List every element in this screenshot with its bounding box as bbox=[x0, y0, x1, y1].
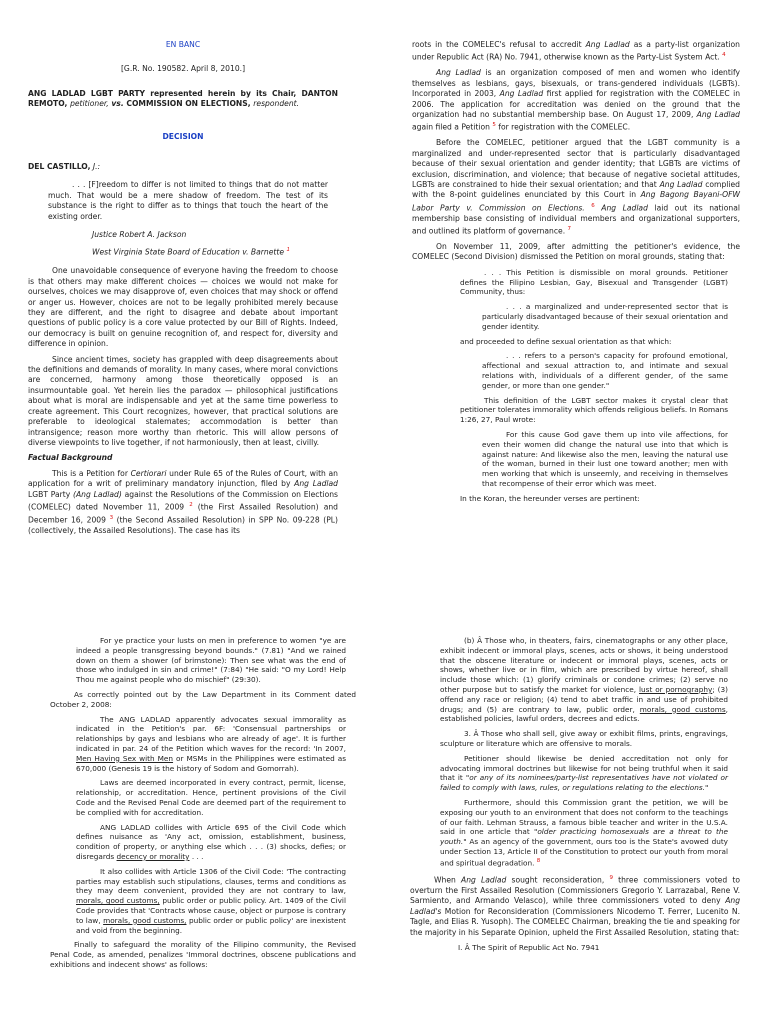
block-quote: For ye practice your lusts on men in preference to women "ye are indeed a people transgressing beyond bounds." (7.81) "And we rained down on them a shower (of brimstone): Then see what was the end of those who indulged in sin and crime!" (7:84) "He said: "O my Lord! Help Thou me against people who do mischief" (29:30). bbox=[76, 636, 346, 685]
decision-heading: DECISION bbox=[162, 131, 204, 141]
block-quote: . . . refers to a person's capacity for profound emotional, affectional and sexual attraction to, and intimate and sexual relations with, individuals of a different gender, of the same gender, or more than one gender." bbox=[482, 351, 728, 390]
block-quote: and proceeded to define sexual orientation as that which: bbox=[460, 336, 672, 346]
case-title: ANG LADLAD LGBT PARTY represented herein by its Chair, DANTON REMOTO, petitioner, vs. COMMISSION ON ELECTIONS, respondent. bbox=[28, 88, 338, 109]
block-quote: ANG LADLAD collides with Article 695 of the Civil Code which defines nuisance as 'Any act, omission, establishment, business, condition of property, or anything else which . . . (3) shocks, defies; or disregards decency or morality . . . bbox=[76, 822, 346, 861]
footnote-1[interactable]: 1 bbox=[286, 247, 290, 254]
section-heading-factual-background: Factual Background bbox=[28, 453, 113, 463]
block-quote: I. Â The Spirit of Republic Act No. 7941 bbox=[458, 942, 600, 952]
page1-right-column bbox=[412, 40, 740, 509]
paragraph: As correctly pointed out by the Law Department in its Comment dated October 2, 2008: bbox=[50, 689, 356, 709]
paragraph: Before the COMELEC, petitioner argued that the LGBT community is a marginalized and under-represented sector that is particularly disadvantaged because of their sexual orientation and gender identity; that LGBTs are victims of exclusion, discrimination, and violence; that because of negative societal attitudes, LGBTs are constrained to hide their sexual orientation; and that Ang Ladlad complied with the 8-point guidelines enunciated by this Court in Ang Bagong Bayani-OFW Labor Party v. Commission on Elections. $^6$ Ang Ladlad laid out its national membership base consisting of individual members and organizational supporters, and outlined its platform of governance. $^7$ bbox=[412, 138, 740, 236]
case-number: [G.R. No. 190582. April 8, 2010.] bbox=[120, 64, 246, 74]
paragraph: When Ang Ladlad sought reconsideration, $^9$ three commissioners voted to overturn the First Assailed Resolution (Commissioners Gregorio Y. Larrazabal, Rene V. Sarmiento, and Armando Velasco), while three commissioners voted to deny Ang Ladlad's Motion for Reconsideration (Commissioners Nicodemo T. Ferrer, Lucenito N. Tagle, and Elias R. Yusoph). The COMELEC Chairman, breaking the tie and speaking for the majority in his Separate Opinion, upheld the First Assailed Resolution, stating that: bbox=[410, 874, 741, 937]
footnote-9[interactable]: 9 bbox=[609, 874, 613, 881]
block-quote: For this cause God gave them up into vile affections, for even their women did change the natural use into that which is against nature: And likewise also the men, leaving the natural use of the woman, burned in their lust one toward another; men with men working that which is unseemly, and receiving in themselves that recompense of their error which was meet. bbox=[482, 430, 728, 488]
footnote-2[interactable]: 2 bbox=[189, 501, 193, 508]
footnote-8[interactable]: 8 bbox=[536, 857, 541, 864]
block-quote: Laws are deemed incorporated in every contract, permit, license, relationship, or accreditation. Hence, pertinent provisions of the Civil Code and the Revised Penal Code are deemed part of the requirement to be complied with for accreditation. bbox=[76, 778, 346, 817]
epigraph-case: West Virginia State Board of Education v. Barnette $^1$ bbox=[92, 247, 290, 257]
page2-right-column bbox=[410, 636, 740, 958]
block-quote: (b) Â Those who, in theaters, fairs, cinematographs or any other place, exhibit indecent or immoral plays, scenes, acts or shows, it being understood that the obscene literature or indecent or immoral plays, scenes, acts or shows, whether live or in film, which are prescribed by virtue hereof, shall include those which: (1) glorify criminals or condone crimes; (2) serve no other purpose but to satisfy the market for violence, lust or pornography; (3) offend any race or religion; (4) tend to abet traffic in and use of prohibited drugs; and (5) are contrary to law, public order, morals, good customs, established policies, lawful orders, decrees and edicts. bbox=[440, 636, 729, 724]
paragraph: Ang Ladlad is an organization composed of men and women who identify themselves as lesbians, gays, bisexuals, or trans-gendered individuals (LGBTs). Incorporated in 2003, Ang Ladlad first applied for registration with the COMELEC in 2006. The application for accreditation was denied on the ground that the organization had no substantial membership base. On August 17, 2009, Ang Ladlad again filed a Petition $^5$ for registration with the COMELEC. bbox=[412, 68, 741, 132]
block-quote: It also collides with Article 1306 of the Civil Code: 'The contracting parties may establish such stipulations, clauses, terms and conditions as they may deem convenient, provided they are not contrary to law, morals, good customs, public order or public policy. Art. 1409 of the Civil Code provides that 'Contracts whose cause, object or purpose is contrary to law, morals, good customs, public order or public policy' are inexistent and void from the beginning. bbox=[76, 866, 347, 935]
footnote-7[interactable]: 7 bbox=[567, 226, 572, 233]
paragraph: This is a Petition for Certiorari under Rule 65 of the Rules of Court, with an application for a writ of preliminary mandatory injunction, filed by Ang Ladlad LGBT Party (Ang Ladlad) against the Resolutions of the Commission on Elections (COMELEC) dated November 11, 2009 $^2$ (the First Assailed Resolution) and December 16, 2009 $^3$ (the Second Assailed Resolution) in SPP No. 09-228 (PL) (collectively, the Assailed Resolutions). The case has its bbox=[28, 468, 338, 535]
page2-left-column bbox=[50, 636, 356, 975]
footnote-4[interactable]: 4 bbox=[722, 52, 726, 59]
block-quote: Petitioner should likewise be denied accreditation not only for advocating immoral doctrines but likewise for not being truthful when it said that it "or any of its nominees/party-list representatives have not violated or failed to comply with laws, rules, or regulations relating to the elections." bbox=[440, 753, 729, 793]
court-label: EN BANC bbox=[165, 40, 201, 49]
block-quote: The ANG LADLAD apparently advocates sexual immorality as indicated in the Petition's par. 6F: 'Consensual partnerships or relationships by gays and lesbians who are already of age'. It is further indicated in par. 24 of the Petition which waves for the record: 'In 2007, Men Having Sex with Men or MSMs in the Philippines were estimated as 670,000 (Genesis 19 is the history of Sodom and Gomorrah). bbox=[76, 714, 347, 773]
footnote-5[interactable]: 5 bbox=[492, 122, 496, 129]
block-quote: In the Koran, the hereunder verses are pertinent: bbox=[460, 493, 640, 503]
paragraph: One unavoidable consequence of everyone having the freedom to choose is that others may make different choices — choices we would not make for ourselves, choices we may disapprove of, even choices that may shock or offend or anger us. However, choices are not to be legally prohibited merely because they are different, and the right to disagree and debate about important questions of public policy is a core value protected by our Bill of Rights. Indeed, our democracy is built on genuine recognition of, and respect for, diversity and difference in opinion. bbox=[28, 266, 338, 349]
block-quote: This definition of the LGBT sector makes it crystal clear that petitioner tolerates immorality which offends religious beliefs. In Romans 1:26, 27, Paul wrote: bbox=[460, 395, 728, 425]
block-quote: 3. Â Those who shall sell, give away or exhibit films, prints, engravings, sculpture or literature which are offensive to morals. bbox=[440, 729, 728, 748]
epigraph: . . . [F]reedom to differ is not limited to things that do not matter much. That would be a mere shadow of freedom. The test of its substance is the right to differ as to things that touch the heart of the existing order. bbox=[48, 180, 328, 221]
paragraph: On November 11, 2009, after admitting the petitioner's evidence, the COMELEC (Second Division) dismissed the Petition on moral grounds, stating that: bbox=[412, 242, 740, 262]
footnote-3[interactable]: 3 bbox=[109, 514, 114, 521]
block-quote: . . . a marginalized and under-represented sector that is particularly disadvantaged because of their sexual orientation and gender identity. bbox=[482, 302, 728, 331]
page1-left-column bbox=[28, 40, 338, 541]
block-quote: Furthermore, should this Commission grant the petition, we will be exposing our youth to an environment that does not conform to the teachings of our faith. Lehman Strauss, a famous bible teacher and writer in the U.S.A. said in one article that "older practicing homosexuals are a threat to the youth." As an agency of the government, ours too is the State's avowed duty under Section 13, Article II of the Constitution to protect our youth from moral and spiritual degradation. $^8$ bbox=[440, 797, 729, 868]
paragraph: Since ancient times, society has grappled with deep disagreements about the definitions and demands of morality. In many cases, where moral convictions are concerned, harmony among those theoretically opposed is an insurmountable goal. Yet herein lies the paradox — philosophical justifications about what is moral are indispensable and yet at the same time powerless to create agreement. This Court recognizes, however, that practical solutions are preferable to ideological stalemates; accommodation is better than intransigence; reason more worthy than rhetoric. This will allow persons of diverse viewpoints to live together, if not harmoniously, then at least, civilly. bbox=[28, 354, 338, 447]
paragraph: roots in the COMELEC's refusal to accredit Ang Ladlad as a party-list organization under Republic Act (RA) No. 7941, otherwise known as the Party-List System Act. $^4$ bbox=[412, 40, 740, 62]
document-page-2 bbox=[0, 632, 768, 1024]
epigraph-author: Justice Robert A. Jackson bbox=[92, 230, 187, 240]
footnote-6[interactable]: 6 bbox=[591, 202, 595, 209]
paragraph: Finally to safeguard the morality of the Filipino community, the Revised Penal Code, as amended, penalizes 'Immoral doctrines, obscene publications and exhibitions and indecent shows' as follows: bbox=[50, 940, 356, 969]
block-quote: . . . This Petition is dismissible on moral grounds. Petitioner defines the Filipino Lesbian, Gay, Bisexual and Transgender (LGBT) Community, thus: bbox=[460, 267, 728, 297]
ponente: DEL CASTILLO, J.: bbox=[28, 162, 101, 172]
